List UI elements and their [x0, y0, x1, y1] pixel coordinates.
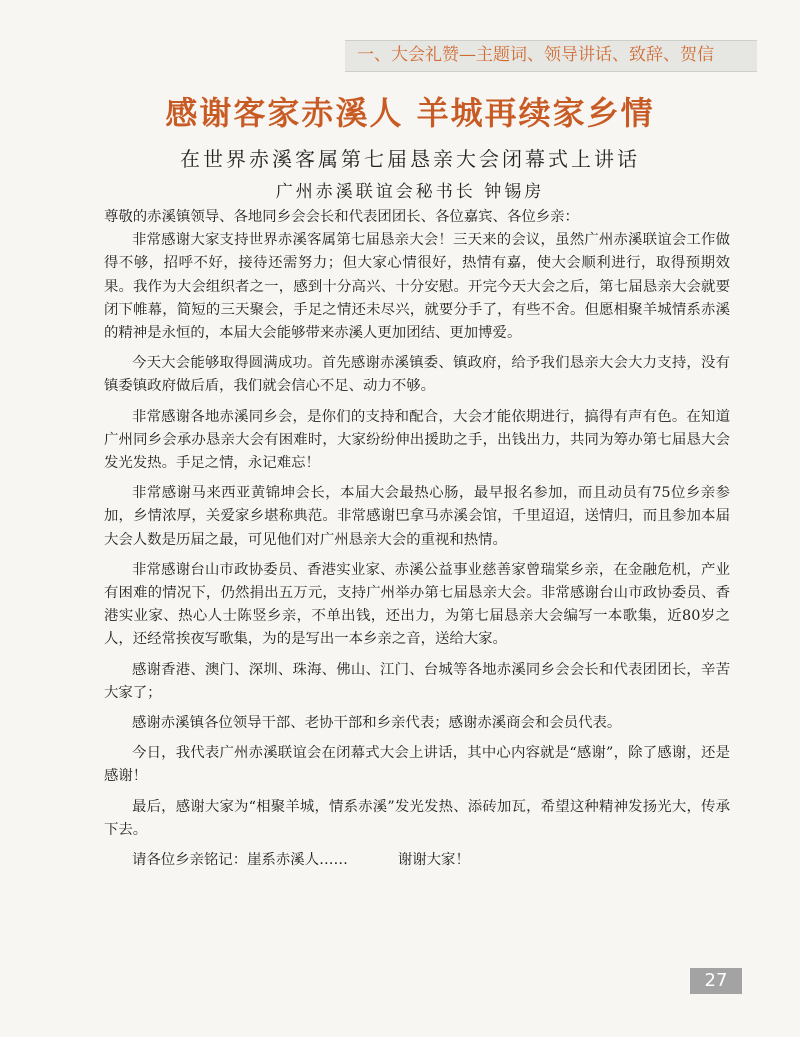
section-header-title: 一、大会礼赞—主题词、领导讲话、致辞、贺信 [357, 45, 714, 65]
paragraph: 非常感谢大家支持世界赤溪客属第七届恳亲大会！三天来的会议，虽然广州赤溪联谊会工作做得不够，招呼不好，接待还需努力；但大家心情很好，热情有嘉，使大会顺利进行，取得预期效果。我作为大会组织者之一，感到十分高兴、十分安慰。开完今天大会之后，第七届恳亲大会就要闭下帷幕，简短的三天聚会，手足之情还未尽兴，就要分手了，有些不舍。但愿相聚羊城情系赤溪的精神是永恒的，本届大会能够带来赤溪人更加团结、更加博爱。 [104, 232, 730, 342]
paragraph: 非常感谢各地赤溪同乡会，是你们的支持和配合，大会才能依期进行，搞得有声有色。在知道广州同乡会承办恳亲大会有困难时，大家纷纷伸出援助之手，出钱出力，共同为筹办第七届恳大会发光发热。手足之情，永记难忘！ [104, 408, 730, 472]
closing-right: 谢谢大家！ [397, 852, 470, 869]
page-number: 27 [690, 968, 742, 994]
paragraph: 非常感谢台山市政协委员、香港实业家、赤溪公益事业慈善家曾瑞棠乡亲，在金融危机，产业有困难的情况下，仍然捐出五万元，支持广州举办第七届恳亲大会。非常感谢台山市政协委员、香港实业家、热心人士陈竖乡亲，不单出钱，还出力，为第七届恳亲大会编写一本歌集，近80岁之人，还经常挨夜写歌集，为的是写出一本乡亲之音，送给大家。 [104, 561, 730, 648]
closing-line [104, 849, 730, 872]
article-subtitle: 在世界赤溪客属第七届恳亲大会闭幕式上讲话 [180, 147, 640, 171]
paragraph: 感谢香港、澳门、深圳、珠海、佛山、江门、台城等各地赤溪同乡会会长和代表团团长，辛苦大家了； [104, 661, 730, 701]
salutation: 尊敬的赤溪镇领导、各地同乡会会长和代表团团长、各位嘉宾、各位乡亲： [104, 209, 579, 225]
paragraph: 最后，感谢大家为“相聚羊城，情系赤溪”发光发热、添砖加瓦，希望这种精神发扬光大，传承下去。 [104, 798, 730, 838]
paragraph: 今日，我代表广州赤溪联谊会在闭幕式大会上讲话，其中心内容就是“感谢”，除了感谢，还是感谢！ [104, 745, 730, 785]
paragraph: 非常感谢马来西亚黄锦坤会长，本届大会最热心肠，最早报名参加，而且动员有75位乡亲参加，乡情浓厚，关爱家乡堪称典范。非常感谢巴拿马赤溪会馆，千里迢迢，送情归，而且参加本届大会人数是历届之最，可见他们对广州恳亲大会的重视和热情。 [104, 485, 730, 548]
paragraph: 今天大会能够取得圆满成功。首先感谢赤溪镇委、镇政府，给予我们恳亲大会大力支持，没有镇委镇政府做后盾，我们就会信心不足、动力不够。 [104, 355, 730, 395]
article-title: 感谢客家赤溪人 羊城再续家乡情 [165, 94, 655, 132]
paragraph: 感谢赤溪镇各位领导干部、老协干部和乡亲代表；感谢赤溪商会和会员代表。 [132, 715, 622, 732]
closing-left: 请各位乡亲铭记：崖系赤溪人…… [132, 852, 348, 869]
article-author: 广州赤溪联谊会秘书长 钟锡房 [275, 182, 545, 202]
article-body [104, 206, 730, 872]
